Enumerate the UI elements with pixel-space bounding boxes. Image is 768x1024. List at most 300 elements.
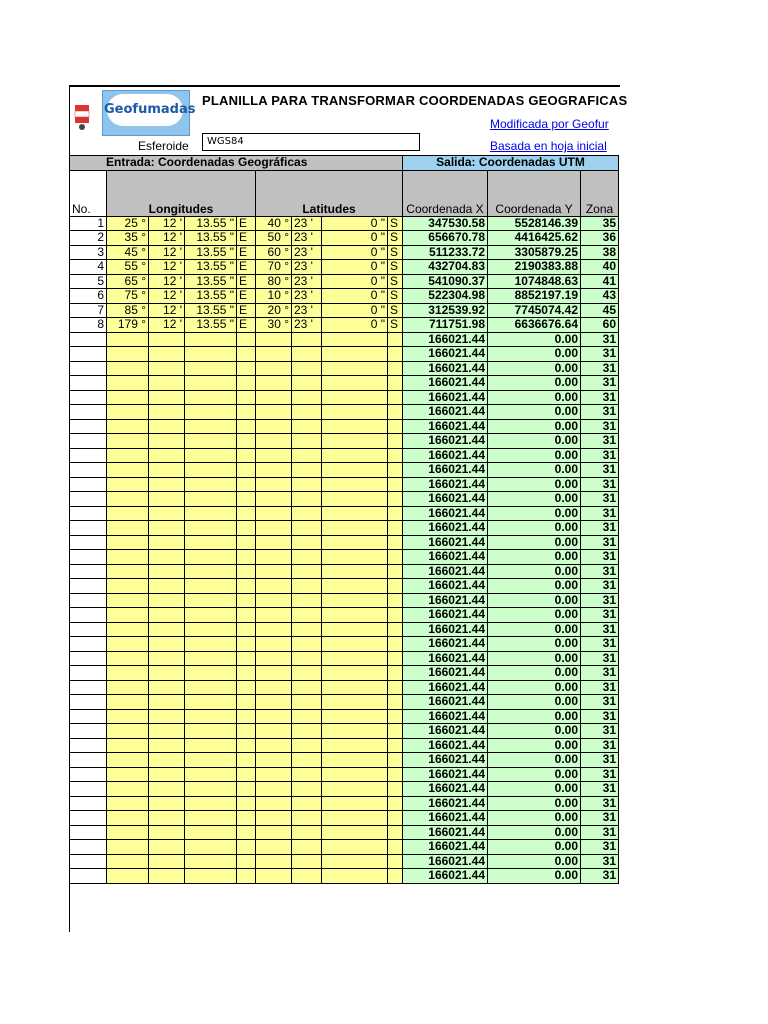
lon-seconds-cell[interactable] [185,811,237,826]
lon-minutes-cell[interactable] [149,448,185,463]
lat-hemisphere-cell[interactable]: S [388,303,403,318]
lat-hemisphere-cell[interactable] [388,608,403,623]
lon-seconds-cell[interactable] [185,477,237,492]
lon-degrees-cell[interactable]: 75 ° [107,289,149,304]
lon-hemisphere-cell[interactable] [237,521,256,536]
lat-degrees-cell[interactable] [256,680,292,695]
lat-minutes-cell[interactable] [292,332,322,347]
lon-degrees-cell[interactable] [107,579,149,594]
lon-hemisphere-cell[interactable] [237,347,256,362]
lat-minutes-cell[interactable] [292,506,322,521]
lon-degrees-cell[interactable] [107,463,149,478]
lon-minutes-cell[interactable] [149,550,185,565]
lat-seconds-cell[interactable] [322,376,388,391]
lon-minutes-cell[interactable] [149,579,185,594]
lon-minutes-cell[interactable] [149,332,185,347]
lat-hemisphere-cell[interactable] [388,492,403,507]
lat-degrees-cell[interactable] [256,622,292,637]
lat-hemisphere-cell[interactable]: S [388,260,403,275]
lat-hemisphere-cell[interactable] [388,434,403,449]
logo[interactable] [71,87,196,147]
lon-minutes-cell[interactable]: 12 ' [149,231,185,246]
lon-degrees-cell[interactable]: 65 ° [107,274,149,289]
lon-minutes-cell[interactable] [149,724,185,739]
lon-degrees-cell[interactable] [107,347,149,362]
lon-minutes-cell[interactable] [149,869,185,884]
lon-minutes-cell[interactable] [149,492,185,507]
lat-degrees-cell[interactable] [256,376,292,391]
lon-hemisphere-cell[interactable]: E [237,274,256,289]
lat-hemisphere-cell[interactable] [388,738,403,753]
lat-minutes-cell[interactable] [292,535,322,550]
lon-seconds-cell[interactable]: 13.55 " [185,289,237,304]
lat-seconds-cell[interactable]: 0 " [322,245,388,260]
lon-degrees-cell[interactable] [107,738,149,753]
lat-seconds-cell[interactable] [322,796,388,811]
lat-hemisphere-cell[interactable] [388,782,403,797]
lat-seconds-cell[interactable]: 0 " [322,274,388,289]
lat-hemisphere-cell[interactable] [388,477,403,492]
lat-minutes-cell[interactable]: 23 ' [292,260,322,275]
lon-minutes-cell[interactable] [149,506,185,521]
lon-degrees-cell[interactable] [107,332,149,347]
lon-hemisphere-cell[interactable]: E [237,303,256,318]
lon-degrees-cell[interactable] [107,695,149,710]
lon-seconds-cell[interactable] [185,347,237,362]
lat-hemisphere-cell[interactable] [388,463,403,478]
lon-minutes-cell[interactable] [149,593,185,608]
lon-minutes-cell[interactable] [149,767,185,782]
lon-degrees-cell[interactable] [107,869,149,884]
lon-minutes-cell[interactable] [149,811,185,826]
lon-seconds-cell[interactable] [185,651,237,666]
lat-hemisphere-cell[interactable]: S [388,245,403,260]
lat-minutes-cell[interactable] [292,753,322,768]
lat-degrees-cell[interactable]: 70 ° [256,260,292,275]
lat-minutes-cell[interactable] [292,651,322,666]
lat-seconds-cell[interactable]: 0 " [322,260,388,275]
lon-minutes-cell[interactable] [149,782,185,797]
lon-hemisphere-cell[interactable]: E [237,231,256,246]
lon-minutes-cell[interactable]: 12 ' [149,274,185,289]
lat-hemisphere-cell[interactable] [388,651,403,666]
lat-minutes-cell[interactable] [292,637,322,652]
lat-minutes-cell[interactable]: 23 ' [292,303,322,318]
lat-seconds-cell[interactable]: 0 " [322,216,388,231]
lat-degrees-cell[interactable] [256,811,292,826]
lon-hemisphere-cell[interactable] [237,767,256,782]
lon-degrees-cell[interactable] [107,506,149,521]
lat-degrees-cell[interactable] [256,521,292,536]
lat-degrees-cell[interactable] [256,724,292,739]
lon-seconds-cell[interactable] [185,550,237,565]
lat-minutes-cell[interactable] [292,738,322,753]
lat-seconds-cell[interactable] [322,622,388,637]
lat-degrees-cell[interactable] [256,579,292,594]
lon-degrees-cell[interactable] [107,709,149,724]
lon-minutes-cell[interactable] [149,709,185,724]
lat-minutes-cell[interactable] [292,376,322,391]
lon-seconds-cell[interactable]: 13.55 " [185,216,237,231]
lon-hemisphere-cell[interactable] [237,434,256,449]
lat-hemisphere-cell[interactable] [388,347,403,362]
lon-hemisphere-cell[interactable] [237,419,256,434]
lon-hemisphere-cell[interactable] [237,492,256,507]
lon-hemisphere-cell[interactable] [237,506,256,521]
lat-seconds-cell[interactable]: 0 " [322,318,388,333]
lat-minutes-cell[interactable]: 23 ' [292,231,322,246]
lon-hemisphere-cell[interactable] [237,637,256,652]
lon-degrees-cell[interactable] [107,448,149,463]
lon-hemisphere-cell[interactable] [237,782,256,797]
lon-seconds-cell[interactable] [185,753,237,768]
lat-degrees-cell[interactable] [256,492,292,507]
lon-minutes-cell[interactable] [149,637,185,652]
lon-minutes-cell[interactable] [149,347,185,362]
lon-degrees-cell[interactable] [107,361,149,376]
lat-minutes-cell[interactable] [292,840,322,855]
lon-seconds-cell[interactable] [185,608,237,623]
lat-degrees-cell[interactable] [256,550,292,565]
lon-seconds-cell[interactable] [185,405,237,420]
lat-hemisphere-cell[interactable] [388,680,403,695]
lat-degrees-cell[interactable] [256,869,292,884]
lat-seconds-cell[interactable] [322,564,388,579]
lat-seconds-cell[interactable] [322,608,388,623]
lon-minutes-cell[interactable] [149,419,185,434]
lat-minutes-cell[interactable] [292,564,322,579]
lon-seconds-cell[interactable] [185,535,237,550]
lat-seconds-cell[interactable] [322,535,388,550]
lat-seconds-cell[interactable] [322,332,388,347]
lon-minutes-cell[interactable] [149,361,185,376]
lon-degrees-cell[interactable] [107,477,149,492]
lat-seconds-cell[interactable] [322,651,388,666]
lon-seconds-cell[interactable] [185,666,237,681]
lat-minutes-cell[interactable] [292,811,322,826]
lat-degrees-cell[interactable] [256,753,292,768]
lat-hemisphere-cell[interactable] [388,390,403,405]
lon-degrees-cell[interactable] [107,535,149,550]
lon-degrees-cell[interactable] [107,811,149,826]
lat-minutes-cell[interactable] [292,724,322,739]
lon-seconds-cell[interactable] [185,869,237,884]
lat-degrees-cell[interactable] [256,637,292,652]
lon-seconds-cell[interactable] [185,419,237,434]
lon-seconds-cell[interactable] [185,332,237,347]
lat-seconds-cell[interactable] [322,782,388,797]
lon-minutes-cell[interactable] [149,854,185,869]
lon-hemisphere-cell[interactable] [237,695,256,710]
lat-minutes-cell[interactable] [292,477,322,492]
lat-hemisphere-cell[interactable] [388,811,403,826]
lat-seconds-cell[interactable]: 0 " [322,303,388,318]
lon-hemisphere-cell[interactable]: E [237,260,256,275]
lon-seconds-cell[interactable] [185,695,237,710]
lat-degrees-cell[interactable] [256,564,292,579]
lat-seconds-cell[interactable] [322,753,388,768]
lon-hemisphere-cell[interactable] [237,869,256,884]
lat-degrees-cell[interactable] [256,477,292,492]
lat-minutes-cell[interactable] [292,347,322,362]
lon-hemisphere-cell[interactable] [237,854,256,869]
lon-seconds-cell[interactable] [185,622,237,637]
lon-seconds-cell[interactable] [185,390,237,405]
lat-degrees-cell[interactable] [256,738,292,753]
lon-hemisphere-cell[interactable]: E [237,245,256,260]
lat-seconds-cell[interactable] [322,811,388,826]
lon-minutes-cell[interactable] [149,796,185,811]
lon-seconds-cell[interactable] [185,637,237,652]
lat-degrees-cell[interactable] [256,535,292,550]
lat-degrees-cell[interactable]: 20 ° [256,303,292,318]
lon-degrees-cell[interactable]: 55 ° [107,260,149,275]
lon-seconds-cell[interactable]: 13.55 " [185,318,237,333]
lon-minutes-cell[interactable]: 12 ' [149,216,185,231]
lat-degrees-cell[interactable]: 50 ° [256,231,292,246]
lon-degrees-cell[interactable] [107,521,149,536]
lon-minutes-cell[interactable] [149,477,185,492]
lon-hemisphere-cell[interactable] [237,709,256,724]
lat-degrees-cell[interactable] [256,347,292,362]
lat-hemisphere-cell[interactable] [388,521,403,536]
lat-minutes-cell[interactable]: 23 ' [292,216,322,231]
lat-seconds-cell[interactable] [322,680,388,695]
lon-hemisphere-cell[interactable] [237,796,256,811]
lon-degrees-cell[interactable] [107,796,149,811]
lat-degrees-cell[interactable] [256,840,292,855]
lon-degrees-cell[interactable] [107,840,149,855]
lon-seconds-cell[interactable] [185,434,237,449]
lon-hemisphere-cell[interactable] [237,666,256,681]
lat-seconds-cell[interactable] [322,506,388,521]
lat-degrees-cell[interactable]: 30 ° [256,318,292,333]
lat-hemisphere-cell[interactable] [388,550,403,565]
lat-degrees-cell[interactable] [256,448,292,463]
lon-degrees-cell[interactable] [107,753,149,768]
lat-seconds-cell[interactable] [322,767,388,782]
lon-degrees-cell[interactable] [107,854,149,869]
lat-hemisphere-cell[interactable] [388,405,403,420]
lat-seconds-cell[interactable] [322,695,388,710]
lon-degrees-cell[interactable] [107,405,149,420]
lon-minutes-cell[interactable] [149,680,185,695]
lat-degrees-cell[interactable] [256,419,292,434]
lat-minutes-cell[interactable] [292,550,322,565]
lon-hemisphere-cell[interactable] [237,376,256,391]
lon-hemisphere-cell[interactable] [237,840,256,855]
lon-hemisphere-cell[interactable] [237,361,256,376]
lon-hemisphere-cell[interactable] [237,564,256,579]
lon-hemisphere-cell[interactable] [237,651,256,666]
lat-minutes-cell[interactable] [292,593,322,608]
lon-hemisphere-cell[interactable] [237,535,256,550]
lat-degrees-cell[interactable]: 60 ° [256,245,292,260]
lon-seconds-cell[interactable] [185,738,237,753]
lon-minutes-cell[interactable] [149,405,185,420]
lon-minutes-cell[interactable] [149,738,185,753]
lat-minutes-cell[interactable]: 23 ' [292,245,322,260]
lat-seconds-cell[interactable] [322,434,388,449]
lon-degrees-cell[interactable] [107,390,149,405]
lat-seconds-cell[interactable] [322,477,388,492]
lon-minutes-cell[interactable] [149,825,185,840]
lat-hemisphere-cell[interactable] [388,666,403,681]
lat-seconds-cell[interactable] [322,724,388,739]
lon-seconds-cell[interactable] [185,840,237,855]
lon-degrees-cell[interactable] [107,593,149,608]
lat-seconds-cell[interactable] [322,463,388,478]
based-on-link[interactable]: Basada en hoja inicial [490,139,607,153]
lat-seconds-cell[interactable] [322,579,388,594]
lat-minutes-cell[interactable] [292,854,322,869]
lat-hemisphere-cell[interactable] [388,579,403,594]
lon-degrees-cell[interactable] [107,550,149,565]
lon-hemisphere-cell[interactable] [237,622,256,637]
lon-minutes-cell[interactable] [149,651,185,666]
lon-degrees-cell[interactable] [107,825,149,840]
lon-seconds-cell[interactable] [185,680,237,695]
lat-minutes-cell[interactable] [292,419,322,434]
lon-seconds-cell[interactable] [185,463,237,478]
lat-minutes-cell[interactable] [292,579,322,594]
lat-degrees-cell[interactable] [256,506,292,521]
lat-hemisphere-cell[interactable] [388,564,403,579]
lat-degrees-cell[interactable] [256,593,292,608]
lon-seconds-cell[interactable] [185,448,237,463]
lon-hemisphere-cell[interactable] [237,724,256,739]
lat-hemisphere-cell[interactable]: S [388,289,403,304]
lon-hemisphere-cell[interactable] [237,593,256,608]
lon-degrees-cell[interactable] [107,782,149,797]
lon-minutes-cell[interactable] [149,622,185,637]
lat-degrees-cell[interactable] [256,390,292,405]
lat-seconds-cell[interactable] [322,521,388,536]
lon-minutes-cell[interactable]: 12 ' [149,289,185,304]
lon-degrees-cell[interactable] [107,434,149,449]
modified-by-link[interactable]: Modificada por Geofur [490,117,609,131]
lon-seconds-cell[interactable] [185,767,237,782]
lat-seconds-cell[interactable] [322,347,388,362]
lat-seconds-cell[interactable] [322,825,388,840]
lat-minutes-cell[interactable]: 23 ' [292,289,322,304]
lon-seconds-cell[interactable] [185,521,237,536]
lat-seconds-cell[interactable] [322,709,388,724]
lat-seconds-cell[interactable] [322,666,388,681]
lon-minutes-cell[interactable] [149,840,185,855]
lon-minutes-cell[interactable] [149,376,185,391]
lat-degrees-cell[interactable]: 80 ° [256,274,292,289]
lat-degrees-cell[interactable] [256,651,292,666]
lat-degrees-cell[interactable] [256,666,292,681]
lat-minutes-cell[interactable] [292,521,322,536]
lat-hemisphere-cell[interactable]: S [388,318,403,333]
lat-seconds-cell[interactable]: 0 " [322,231,388,246]
lon-hemisphere-cell[interactable] [237,390,256,405]
lon-hemisphere-cell[interactable] [237,332,256,347]
lon-hemisphere-cell[interactable] [237,579,256,594]
lat-seconds-cell[interactable]: 0 " [322,289,388,304]
lat-hemisphere-cell[interactable] [388,535,403,550]
lon-degrees-cell[interactable] [107,680,149,695]
lat-seconds-cell[interactable] [322,492,388,507]
lon-hemisphere-cell[interactable] [237,550,256,565]
lat-hemisphere-cell[interactable] [388,361,403,376]
lat-hemisphere-cell[interactable] [388,709,403,724]
lon-hemisphere-cell[interactable]: E [237,216,256,231]
lat-minutes-cell[interactable] [292,622,322,637]
lon-degrees-cell[interactable] [107,622,149,637]
lon-hemisphere-cell[interactable] [237,811,256,826]
lon-hemisphere-cell[interactable] [237,463,256,478]
lat-hemisphere-cell[interactable] [388,796,403,811]
lon-degrees-cell[interactable] [107,419,149,434]
lon-hemisphere-cell[interactable] [237,477,256,492]
lon-degrees-cell[interactable]: 179 ° [107,318,149,333]
lon-degrees-cell[interactable] [107,376,149,391]
lat-hemisphere-cell[interactable] [388,767,403,782]
lat-hemisphere-cell[interactable] [388,622,403,637]
lat-degrees-cell[interactable] [256,405,292,420]
lon-minutes-cell[interactable] [149,753,185,768]
lon-seconds-cell[interactable] [185,506,237,521]
lon-degrees-cell[interactable]: 35 ° [107,231,149,246]
lat-hemisphere-cell[interactable] [388,637,403,652]
lon-degrees-cell[interactable] [107,637,149,652]
lat-degrees-cell[interactable] [256,695,292,710]
lat-degrees-cell[interactable]: 40 ° [256,216,292,231]
lat-seconds-cell[interactable] [322,637,388,652]
lat-minutes-cell[interactable] [292,825,322,840]
lon-minutes-cell[interactable] [149,608,185,623]
lon-minutes-cell[interactable] [149,463,185,478]
lat-seconds-cell[interactable] [322,390,388,405]
lon-hemisphere-cell[interactable] [237,738,256,753]
lon-minutes-cell[interactable] [149,564,185,579]
lat-minutes-cell[interactable]: 23 ' [292,274,322,289]
lat-degrees-cell[interactable]: 10 ° [256,289,292,304]
lat-degrees-cell[interactable] [256,608,292,623]
lon-minutes-cell[interactable] [149,434,185,449]
lat-seconds-cell[interactable] [322,869,388,884]
lat-degrees-cell[interactable] [256,709,292,724]
lat-minutes-cell[interactable] [292,869,322,884]
lon-seconds-cell[interactable] [185,854,237,869]
lat-hemisphere-cell[interactable] [388,753,403,768]
lon-seconds-cell[interactable] [185,825,237,840]
lat-minutes-cell[interactable] [292,361,322,376]
lon-minutes-cell[interactable]: 12 ' [149,303,185,318]
lat-degrees-cell[interactable] [256,796,292,811]
lon-degrees-cell[interactable]: 25 ° [107,216,149,231]
lon-seconds-cell[interactable] [185,361,237,376]
lat-minutes-cell[interactable] [292,448,322,463]
lat-minutes-cell[interactable] [292,608,322,623]
lat-hemisphere-cell[interactable] [388,448,403,463]
lat-hemisphere-cell[interactable] [388,376,403,391]
lon-seconds-cell[interactable]: 13.55 " [185,260,237,275]
lat-hemisphere-cell[interactable] [388,419,403,434]
lon-degrees-cell[interactable] [107,724,149,739]
lon-seconds-cell[interactable] [185,376,237,391]
lat-seconds-cell[interactable] [322,405,388,420]
lat-hemisphere-cell[interactable]: S [388,216,403,231]
lon-seconds-cell[interactable] [185,782,237,797]
lon-minutes-cell[interactable] [149,666,185,681]
lat-seconds-cell[interactable] [322,854,388,869]
lon-seconds-cell[interactable] [185,579,237,594]
lat-degrees-cell[interactable] [256,332,292,347]
